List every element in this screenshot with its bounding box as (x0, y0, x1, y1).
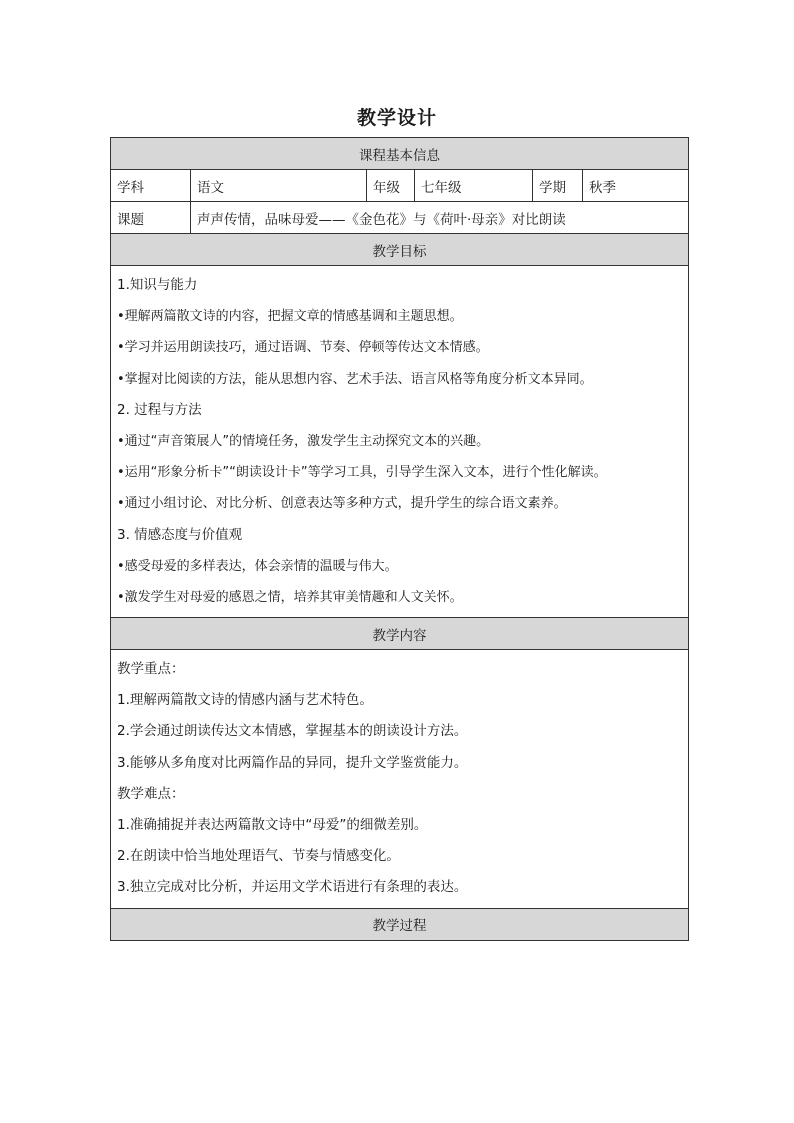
objectives-header-row (111, 234, 689, 266)
topic-row (111, 202, 689, 234)
basic-info-header-row (111, 138, 689, 170)
key-points-heading: 教学重点： (117, 661, 185, 678)
objective-item: •激发学生对母爱的感恩之情，培养其审美情趣和人文关怀。 (117, 589, 463, 605)
key-point-item: 2.学会通过朗读传达文本情感，掌握基本的朗读设计方法。 (117, 723, 468, 740)
lesson-plan-table (110, 137, 689, 941)
topic-label: 课题 (111, 202, 191, 234)
content-body (111, 650, 689, 909)
objective-heading: 1.知识与能力 (117, 277, 198, 293)
objective-item: •通过“声音策展人”的情境任务，激发学生主动探究文本的兴趣。 (117, 433, 490, 449)
subject-value: 语文 (191, 170, 367, 202)
difficulty-item: 3.独立完成对比分析，并运用文学术语进行有条理的表达。 (117, 879, 468, 896)
objective-item: •通过小组讨论、对比分析、创意表达等多种方式，提升学生的综合语文素养。 (117, 496, 567, 512)
topic-value: 声声传情，品味母爱——《金色花》与《荷叶·母亲》对比朗读 (191, 202, 689, 234)
key-point-item: 3.能够从多角度对比两篇作品的异同，提升文学鉴赏能力。 (117, 754, 468, 771)
content-header: 教学内容 (111, 618, 689, 650)
objective-item: •学习并运用朗读技巧，通过语调、节奏、停顿等传达文本情感。 (117, 340, 489, 356)
subject-label: 学科 (111, 170, 191, 202)
basic-info-row (111, 170, 689, 202)
key-point-item: 1.理解两篇散文诗的情感内涵与艺术特色。 (117, 692, 373, 709)
process-header: 教学过程 (111, 908, 689, 940)
difficulties-heading: 教学难点： (117, 785, 185, 802)
objective-item: •掌握对比阅读的方法，能从思想内容、艺术手法、语言风格等角度分析文本异同。 (117, 371, 593, 387)
content-header-row (111, 618, 689, 650)
grade-value: 七年级 (415, 170, 533, 202)
difficulty-item: 1.准确捕捉并表达两篇散文诗中“母爱”的细微差别。 (117, 817, 428, 833)
term-value: 秋季 (583, 170, 689, 202)
term-label: 学期 (533, 170, 583, 202)
page-title: 教学设计 (356, 107, 437, 129)
process-header-row (111, 908, 689, 940)
basic-info-header: 课程基本信息 (111, 138, 689, 170)
objectives-body (111, 266, 689, 618)
content-row (111, 650, 689, 909)
objectives-header: 教学目标 (111, 234, 689, 266)
difficulty-item: 2.在朗读中恰当地处理语气、节奏与情感变化。 (117, 848, 400, 865)
objective-item: •感受母爱的多样表达，体会亲情的温暖与伟大。 (117, 558, 398, 574)
objective-item: •理解两篇散文诗的内容，把握文章的情感基调和主题思想。 (117, 309, 463, 325)
objective-heading: 3. 情感态度与价值观 (117, 526, 243, 543)
grade-label: 年级 (367, 170, 415, 202)
objective-item: •运用“形象分析卡”“朗读设计卡”等学习工具，引导学生深入文本，进行个性化解读。 (117, 465, 607, 481)
objectives-row (111, 266, 689, 618)
objective-heading: 2. 过程与方法 (117, 401, 202, 418)
